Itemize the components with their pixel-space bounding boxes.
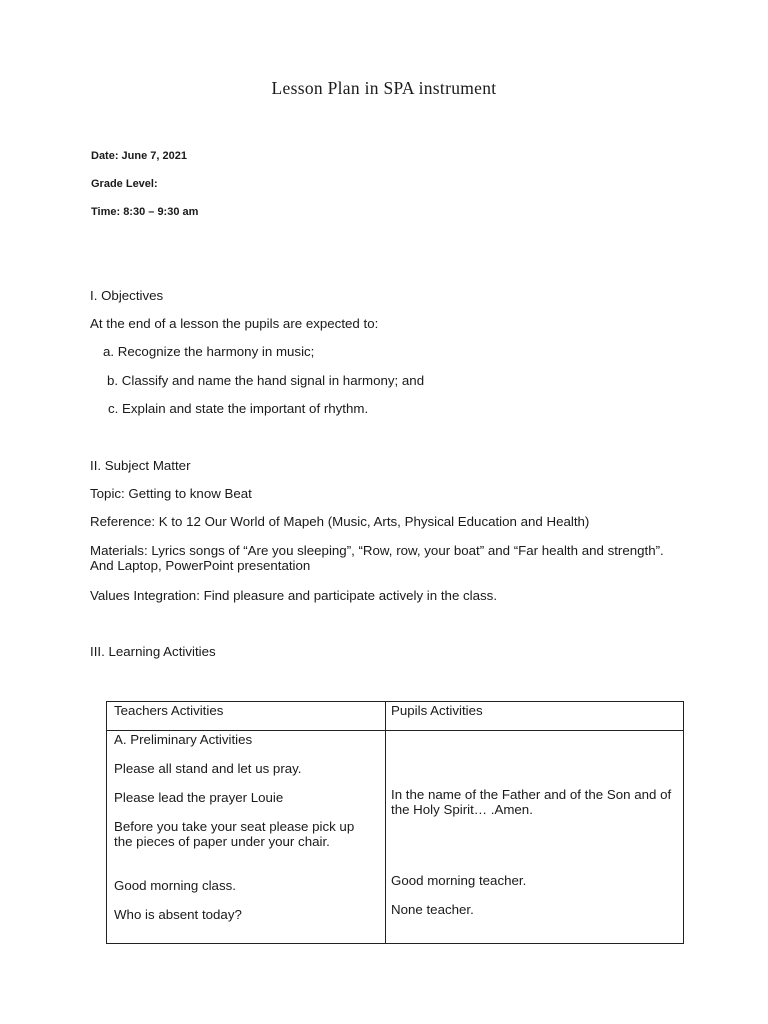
teacher-activity-item: A. Preliminary Activities [114,732,253,747]
learning-activities-table [106,701,684,944]
objectives-heading: I. Objectives [90,288,164,303]
teacher-activity-item: Please lead the prayer Louie [114,790,284,805]
teacher-activity-item: Who is absent today? [114,907,242,922]
teacher-activity-item: Good morning class. [114,878,236,893]
objective-item-c: c. Explain and state the important of rhythm. [108,401,369,416]
reference-line: Reference: K to 12 Our World of Mapeh (Music, Arts, Physical Education and Health) [90,514,590,529]
teacher-activity-item: Before you take your seat please pick up the pieces of paper under your chair. [114,819,355,849]
time-line: Time: 8:30 – 9:30 am [91,206,199,218]
header-pupils-activities: Pupils Activities [391,703,483,718]
subject-matter-heading: II. Subject Matter [90,458,191,473]
pupil-activity-item: None teacher. [391,902,474,917]
grade-level-line: Grade Level: [91,178,158,190]
objective-item-b: b. Classify and name the hand signal in harmony; and [107,373,425,388]
objective-item-a: a. Recognize the harmony in music; [103,344,315,359]
learning-activities-heading: III. Learning Activities [90,644,216,659]
teacher-activity-item: Please all stand and let us pray. [114,761,302,776]
objectives-intro: At the end of a lesson the pupils are expected to: [90,316,379,331]
pupil-activity-item: Good morning teacher. [391,873,527,888]
header-teachers-activities: Teachers Activities [114,703,224,718]
values-integration-line: Values Integration: Find pleasure and participate actively in the class. [90,588,498,603]
topic-line: Topic: Getting to know Beat [90,486,252,501]
materials-line: Materials: Lyrics songs of “Are you sleeping”, “Row, row, your boat” and “Far health and strength”. And Laptop, PowerPoint presentation [90,543,664,573]
pupil-activity-item: In the name of the Father and of the Son and of the Holy Spirit… .Amen. [391,787,672,817]
date-line: Date: June 7, 2021 [91,150,187,162]
document-title: Lesson Plan in SPA instrument [271,78,497,98]
table-column-divider [385,702,386,943]
